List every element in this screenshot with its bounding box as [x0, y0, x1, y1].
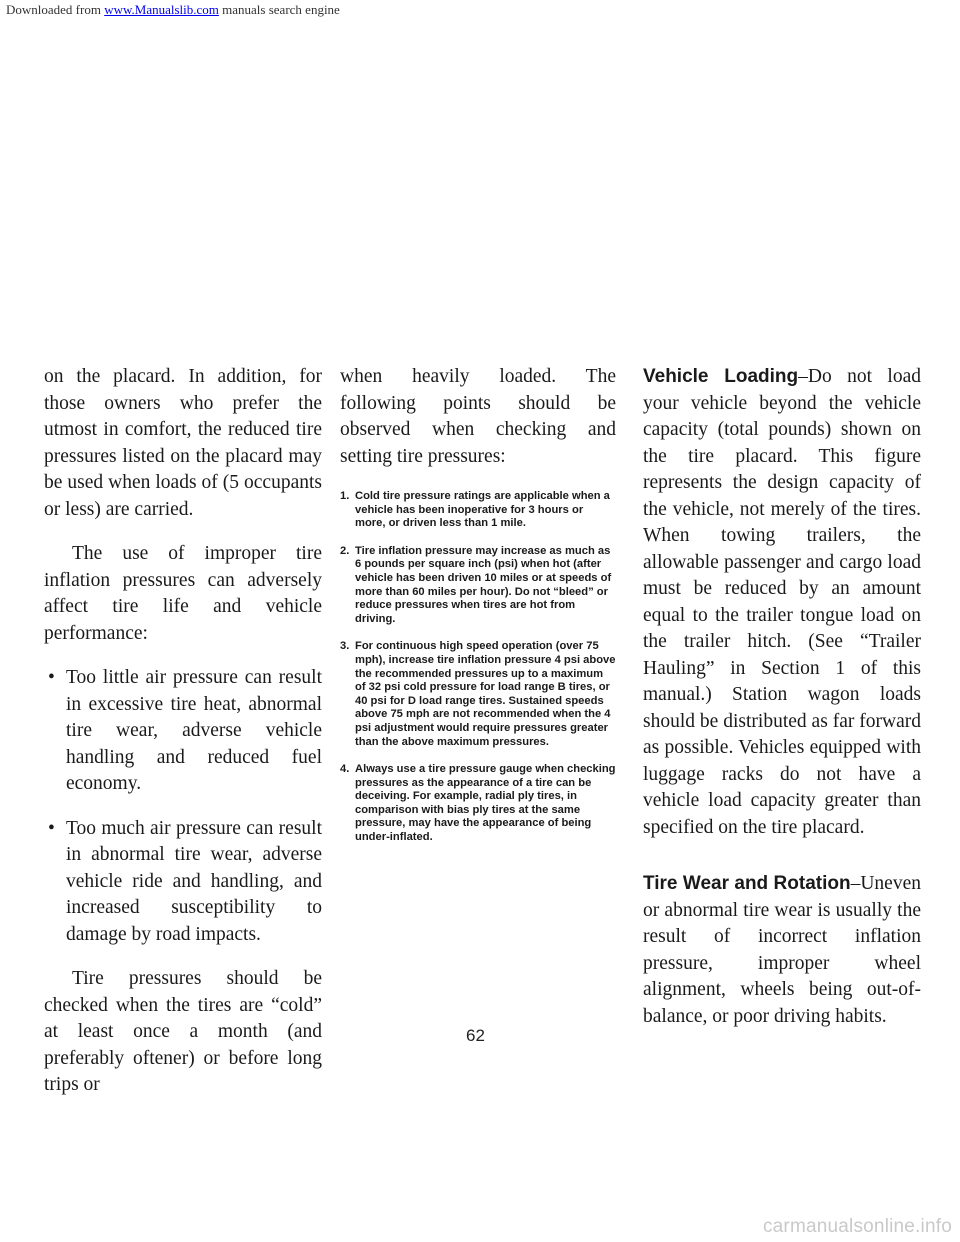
download-header — [6, 2, 340, 18]
list-item: • Too much air pressure can result in abnormal tire wear, adverse vehicle ride and handling, and increased susceptibility to damage by road impacts. — [48, 817, 322, 945]
header-prefix: Downloaded from — [6, 2, 105, 17]
inflation-effects-list — [44, 665, 322, 948]
section-vehicle-loading: Vehicle Loading–Do not load your vehicle beyond the vehicle capacity (total pounds) shown on the tire placard. This figure represents the design capacity of the vehicle, not merely of the tires. When towing trailers, the allowable passenger and cargo load must be reduced by an amount equal to the trailer tongue load on the trailer hitch. (See “Trailer Hauling” in Section 1 of this manual.) Station wagon loads should be distributed as far forward as possible. Vehicles equipped with luggage racks do not have a vehicle load capacity greater than specified on the tire placard. — [643, 366, 921, 838]
bullet-icon: • — [48, 817, 55, 839]
site-watermark: carmanualsonline.info — [762, 1216, 952, 1237]
list-item: 1. Cold tire pressure ratings are applicable when a vehicle has been inoperative for 3 hours or more, or driven less than 1 mile. — [340, 490, 610, 530]
bullet-icon: • — [48, 667, 55, 688]
paragraph-placard-continued: on the placard. In addition, for those owners who prefer the utmost in comfort, the reduced tire pressures listed on the placard may be used when loads of (5 occupants or less) are carried. — [44, 366, 322, 520]
list-item: 4. Always use a tire pressure gauge when checking pressures as the appearance of a tire can be deceiving. For example, radial ply tires, in comparison with bias ply tires at the same pressure, may have the appearance of being under-inflated. — [340, 763, 616, 844]
heading-vehicle-loading: Vehicle Loading — [643, 366, 799, 387]
column-middle — [340, 364, 616, 859]
paragraph-heavily-loaded: when heavily loaded. The following points should be observed when checking and setting tire pressures: — [340, 366, 616, 467]
pressure-notes-list — [340, 490, 616, 845]
column-right — [643, 364, 921, 1030]
section-tire-wear-rotation: Tire Wear and Rotation–Uneven or abnormal tire wear is usually the result of incorrect inflation pressure, improper wheel alignment, wheels being out-of-balance, or poor driving habits. — [643, 873, 921, 1027]
paragraph-improper-inflation: The use of improper tire inflation pressures can adversely affect tire life and vehicle performance: — [44, 543, 322, 644]
list-item: • Too little air pressure can result in excessive tire heat, abnormal tire wear, adverse vehicle handling and reduced fuel economy. — [48, 667, 322, 794]
header-suffix: manuals search engine — [218, 2, 340, 17]
heading-tire-wear-rotation: Tire Wear and Rotation — [643, 873, 851, 894]
paragraph-check-pressures: Tire pressures should be checked when the tires are “cold” at least once a month (and preferably oftener) or before long trips or — [44, 968, 322, 1095]
column-left — [44, 364, 322, 1099]
manualslib-link[interactable]: www.Manualslib.com — [104, 2, 219, 17]
list-item: 2. Tire inflation pressure may increase as much as 6 pounds per square inch (psi) when hot (after vehicle has been driven 10 miles or at speeds of more than 60 miles per hour). Do not “bleed” or reduce pressures when tires are hot from driving. — [340, 544, 612, 625]
page-number: 62 — [466, 1026, 485, 1045]
list-item: 3. For continuous high speed operation (over 75 mph), increase tire inflation pressure 4 psi above the recommended pressures up to a maximum of 32 psi cold pressure for load range B tires, or 40 psi for D load range tires. Sustained speeds above 75 mph are not recommended when the 4 psi adjustment would require pressures greater than the above maximum pressures. — [340, 640, 616, 748]
